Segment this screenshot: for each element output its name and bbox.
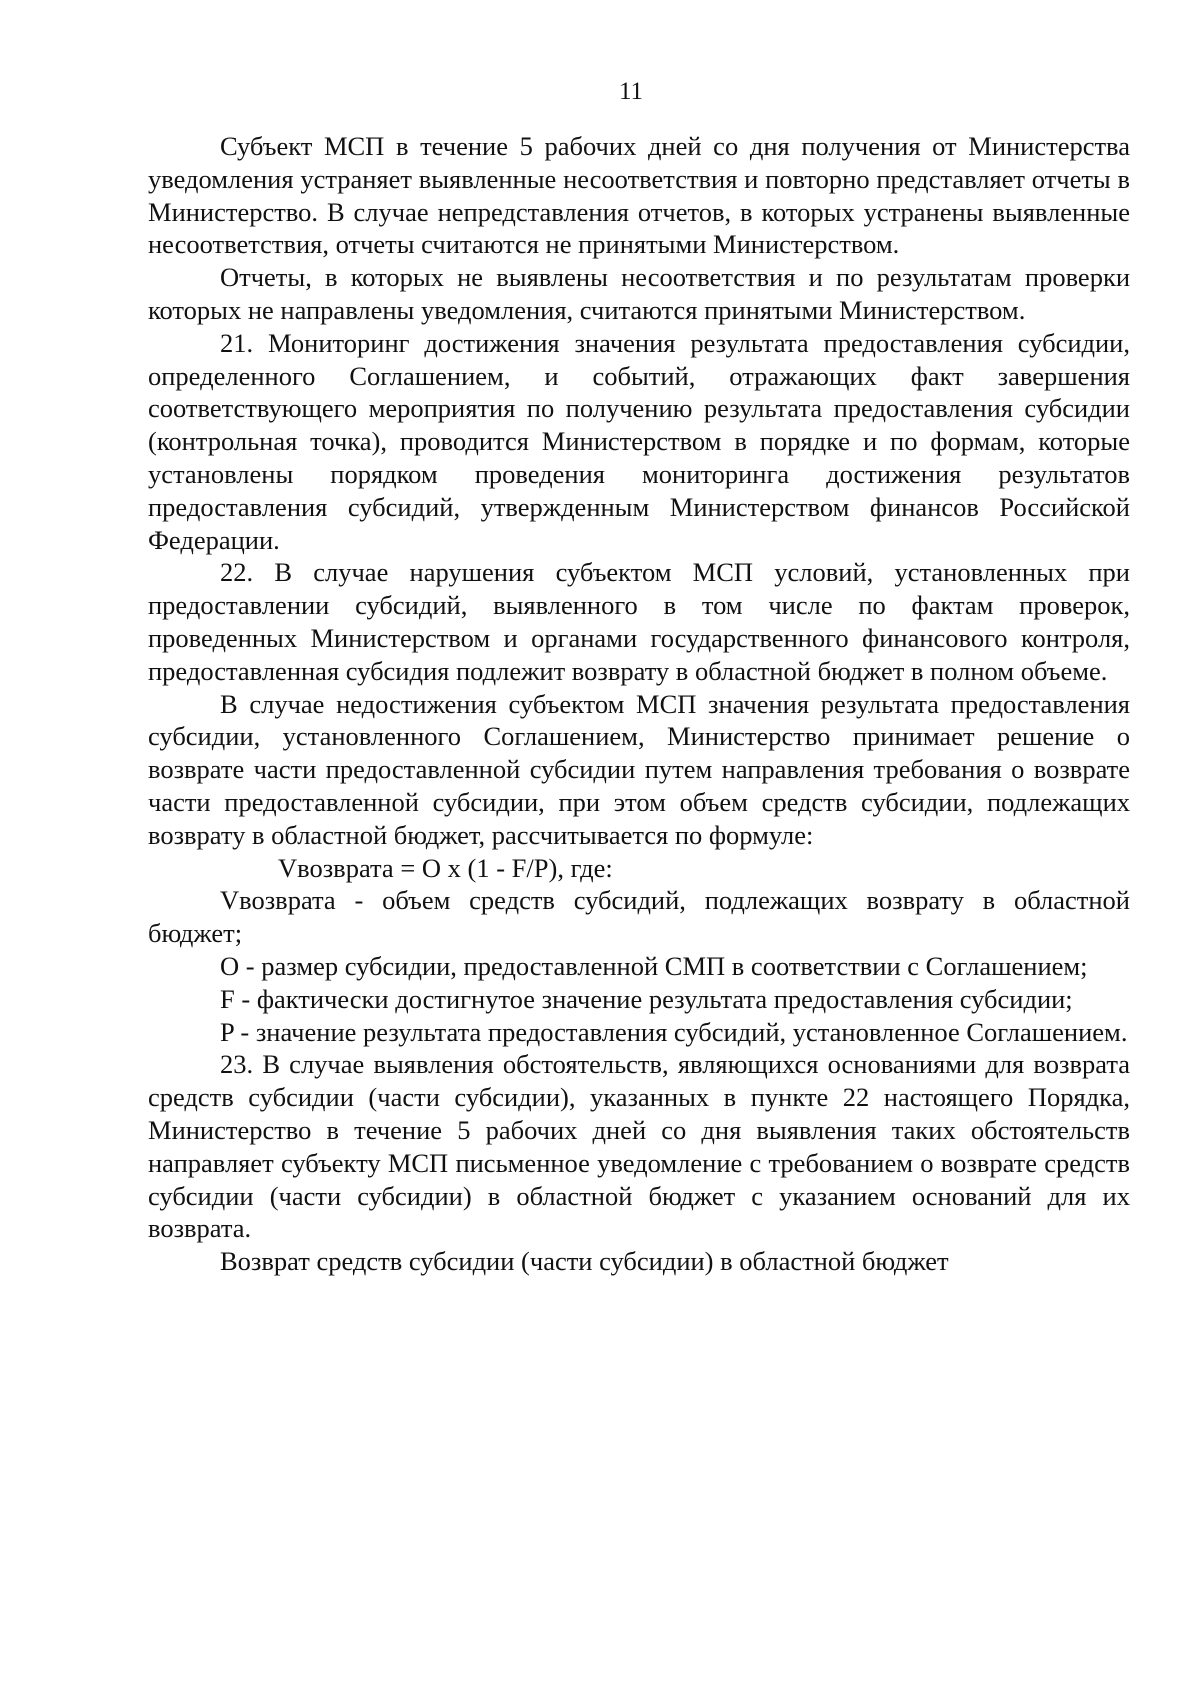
definition-f: F - фактически достигнутое значение результата предоставления субсидии; [220,983,1073,1014]
paragraph-reports-accepted: Отчеты, в которых не выявлены несоответствия и по результатам проверки которых не направлены уведомления, считаются принятыми Министерством. [148,262,1130,325]
paragraph-item-22: 22. В случае нарушения субъектом МСП условий, установленных при предоставлении субсидий, выявленного в том числе по фактам проверок, проведенных Министерством и органами государственного финансового контроля, предоставленная субсидия подлежит возврату в областной бюджет в полном объеме. [148,557,1130,686]
paragraph-report-correction: Субъект МСП в течение 5 рабочих дней со дня получения от Министерства уведомления устраняет выявленные несоответствия и повторно представляет отчеты в Министерство. В случае непредставления отчетов, в которых устранены выявленные несоответствия, отчеты считаются не принятыми Министерством. [148,131,1130,260]
paragraph-item-23: 23. В случае выявления обстоятельств, являющихся основаниями для возврата средств субсидии (части субсидии), указанных в пункте 22 настоящего Порядка, Министерство в течение 5 рабочих дней со дня выявления таких обстоятельств направляет субъекту МСП письменное уведомление с требованием о возврате средств субсидии (части субсидии) в областной бюджет с указанием оснований для их возврата. [148,1049,1130,1244]
paragraph-partial-return: В случае недостижения субъектом МСП значения результата предоставления субсидии, установленного Соглашением, Министерство принимает решение о возврате части предоставленной субсидии путем направления требования о возврате части предоставленной субсидии, при этом объем средств субсидии, подлежащих возврату в областной бюджет, рассчитывается по формуле: [148,688,1130,850]
definition-p: P - значение результата предоставления субсидий, установленное Соглашением. [220,1016,1128,1047]
document-body [148,130,1130,1278]
return-formula: Vвозврата = O x (1 - F/P), где: [278,852,613,883]
page-number: 11 [618,78,644,105]
definition-o: O - размер субсидии, предоставленной СМП в соответствии с Соглашением; [220,950,1088,981]
paragraph-item-21: 21. Мониторинг достижения значения результата предоставления субсидии, определенного Соглашением, и событий, отражающих факт завершения соответствующего мероприятия по получению результата предоставления субсидии (контрольная точка), проводится Министерством в порядке и по формам, которые установлены порядком проведения мониторинга достижения результатов предоставления субсидий, утвержденным Министерством финансов Российской Федерации. [148,327,1130,555]
definition-v-return: Vвозврата - объем средств субсидий, подлежащих возврату в областной бюджет; [148,885,1130,949]
paragraph-return-start: Возврат средств субсидии (части субсидии) в областной бюджет [220,1246,949,1277]
